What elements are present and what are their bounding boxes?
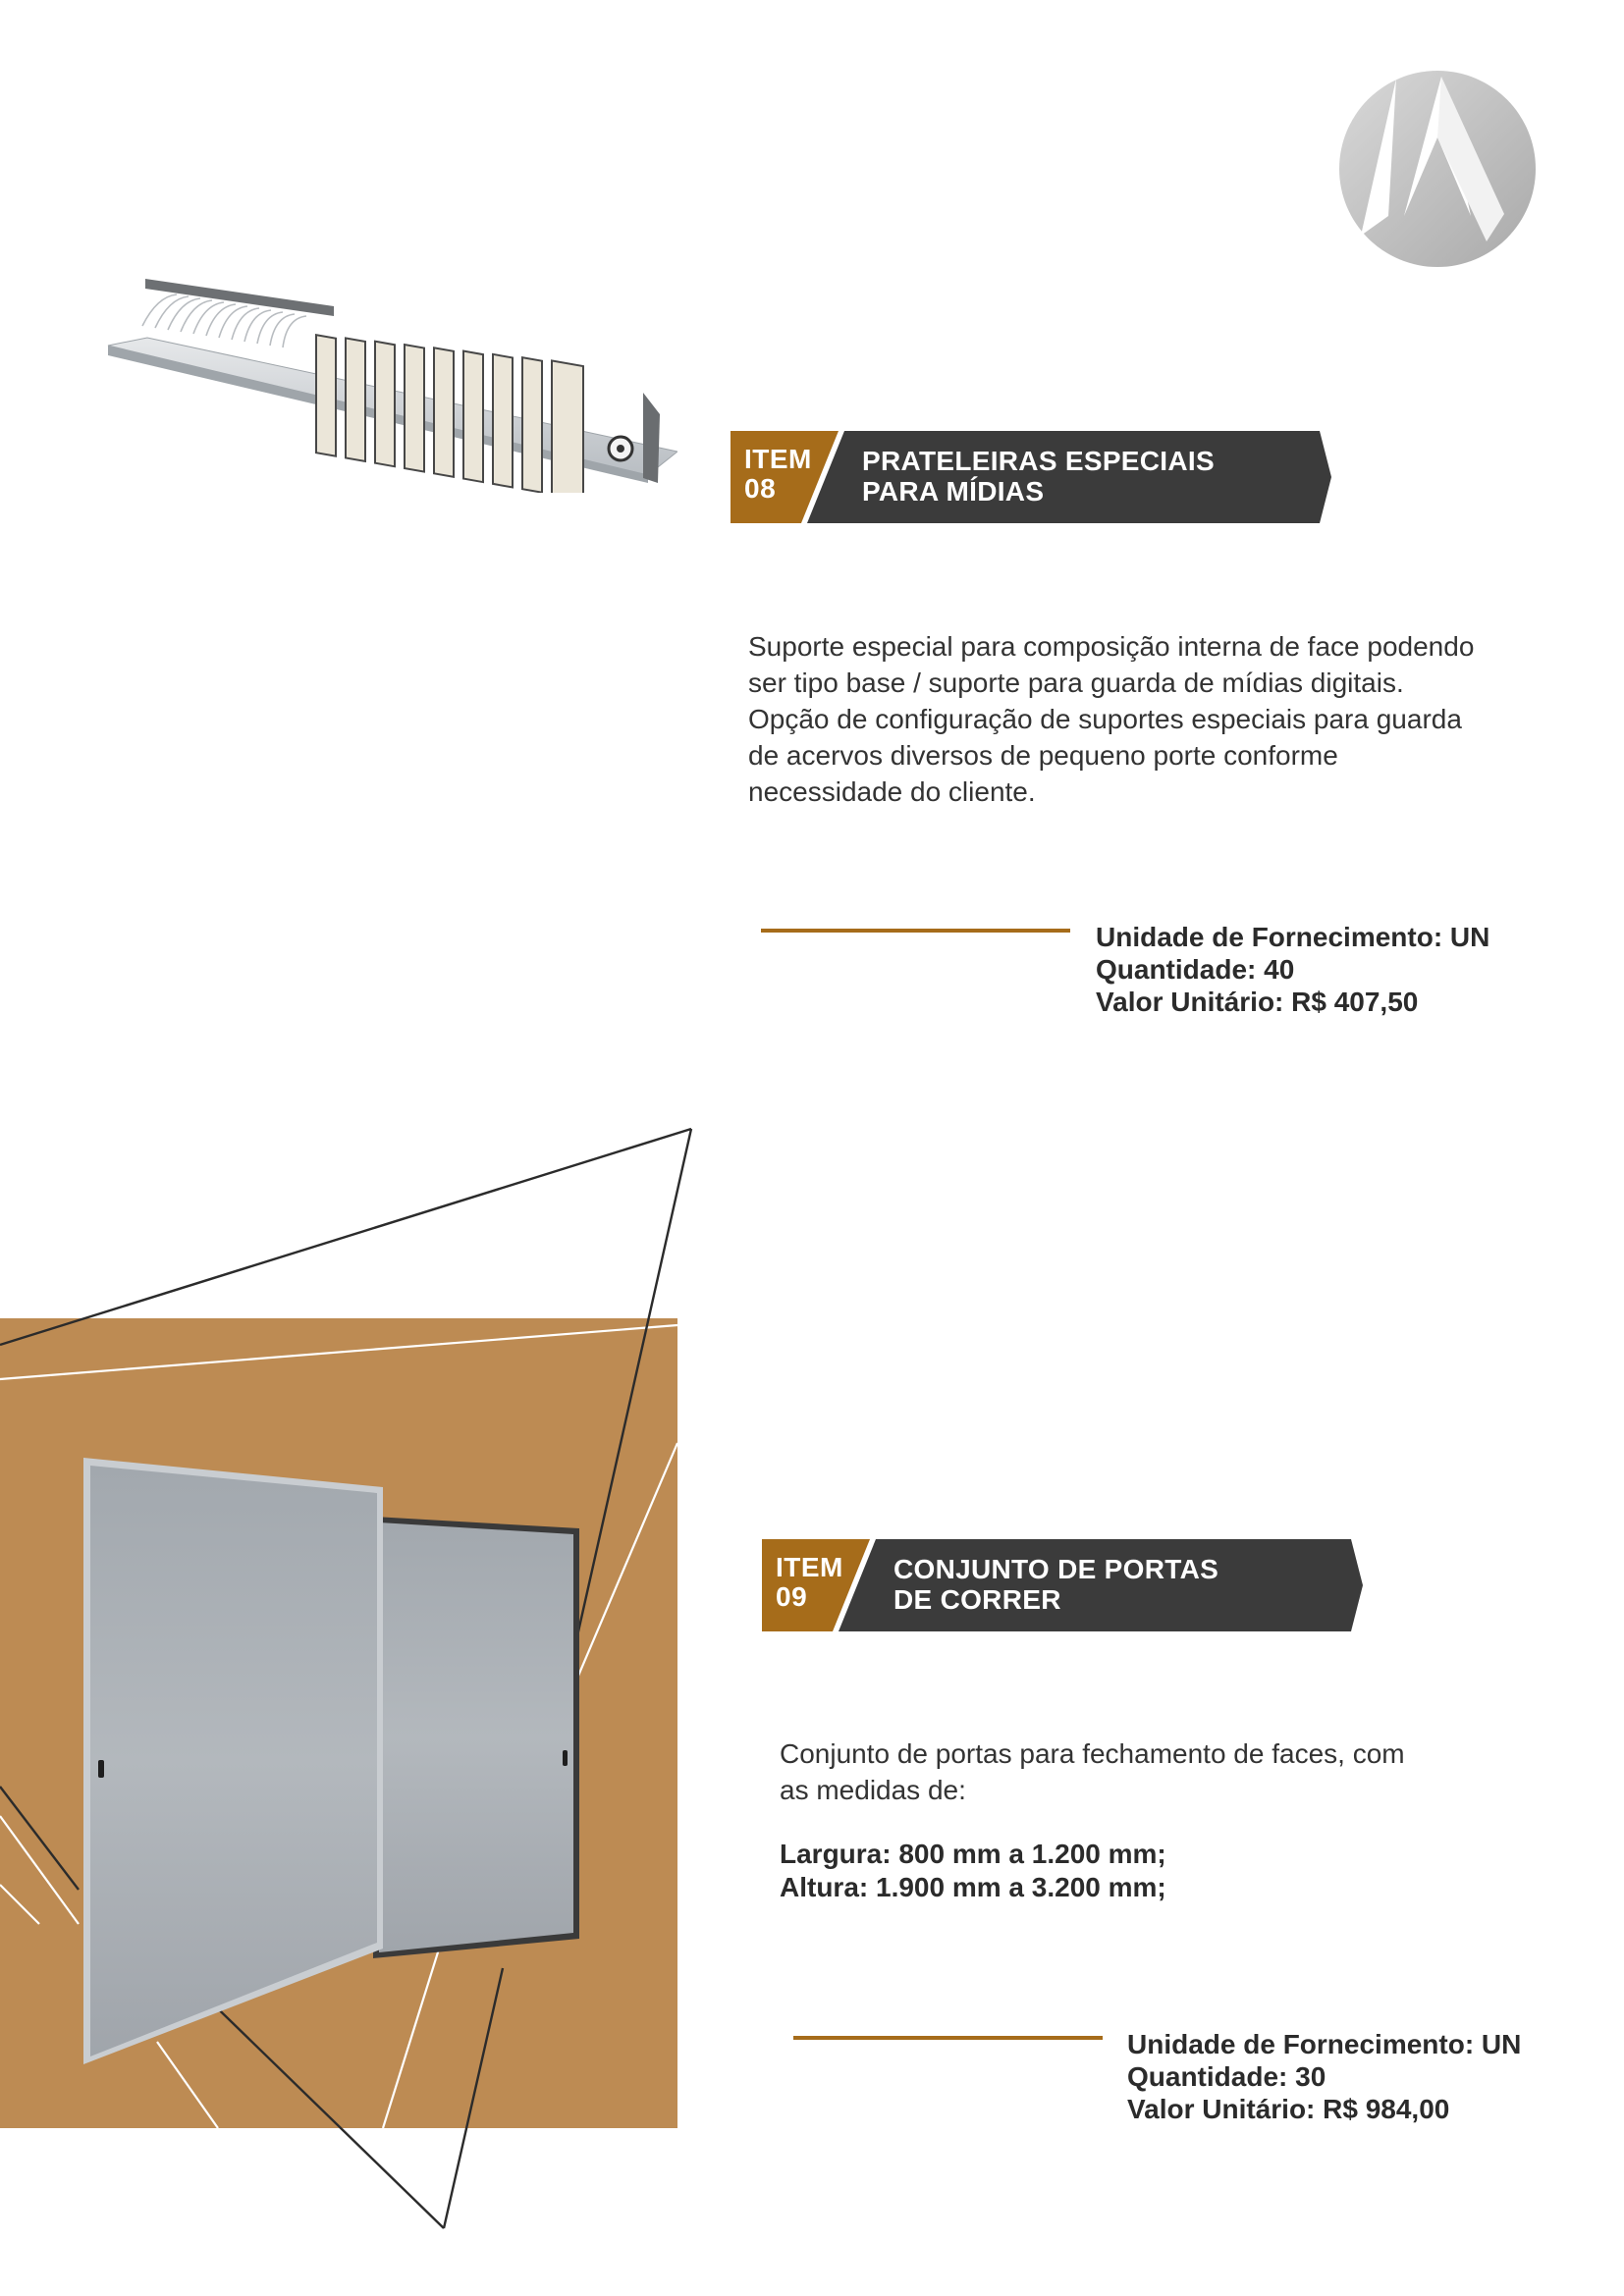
item-08-banner <box>731 431 1339 523</box>
media-shelf-image <box>98 267 677 493</box>
supply-unit: Unidade de Fornecimento: UN <box>1096 922 1490 952</box>
item-09-banner <box>762 1539 1371 1631</box>
item-09-supply-info <box>1127 2028 1608 2125</box>
brand-logo <box>1339 69 1536 269</box>
item-09-description: Conjunto de portas para fechamento de faces, com as medidas de: <box>780 1738 1405 1805</box>
supply-unit: Unidade de Fornecimento: UN <box>1127 2029 1522 2059</box>
item-08-description: Suporte especial para composição interna de face podendo ser tipo base / suporte para guarda de mídias digitais. Opção de configuração de suportes especiais para guarda de acervos diversos de pequeno porte conforme necessidade do cliente. <box>748 631 1475 807</box>
sliding-doors-icon <box>79 1458 589 2086</box>
item-tag: ITEM 09 <box>776 1552 843 1612</box>
item-title: PRATELEIRAS ESPECIAIS PARA MÍDIAS <box>862 446 1215 507</box>
sliding-doors-image <box>79 1458 589 2086</box>
quantity: Quantidade: 40 <box>1096 954 1295 985</box>
item-09-divider <box>793 2036 1103 2040</box>
item-title: CONJUNTO DE PORTAS DE CORRER <box>893 1554 1219 1615</box>
spec-height: Altura: 1.900 mm a 3.200 mm; <box>780 1872 1166 1902</box>
unit-price: Valor Unitário: R$ 984,00 <box>1127 2094 1450 2124</box>
item-tag: ITEM 08 <box>744 444 812 504</box>
stylized-a-logo-icon <box>1339 69 1536 269</box>
item-09-specs <box>780 1838 1526 1904</box>
media-shelf-icon <box>98 267 677 493</box>
unit-price: Valor Unitário: R$ 407,50 <box>1096 987 1419 1017</box>
spec-width: Largura: 800 mm a 1.200 mm; <box>780 1839 1166 1869</box>
item-08-divider <box>761 929 1070 933</box>
quantity: Quantidade: 30 <box>1127 2061 1326 2092</box>
item-08-supply-info <box>1096 921 1606 1018</box>
